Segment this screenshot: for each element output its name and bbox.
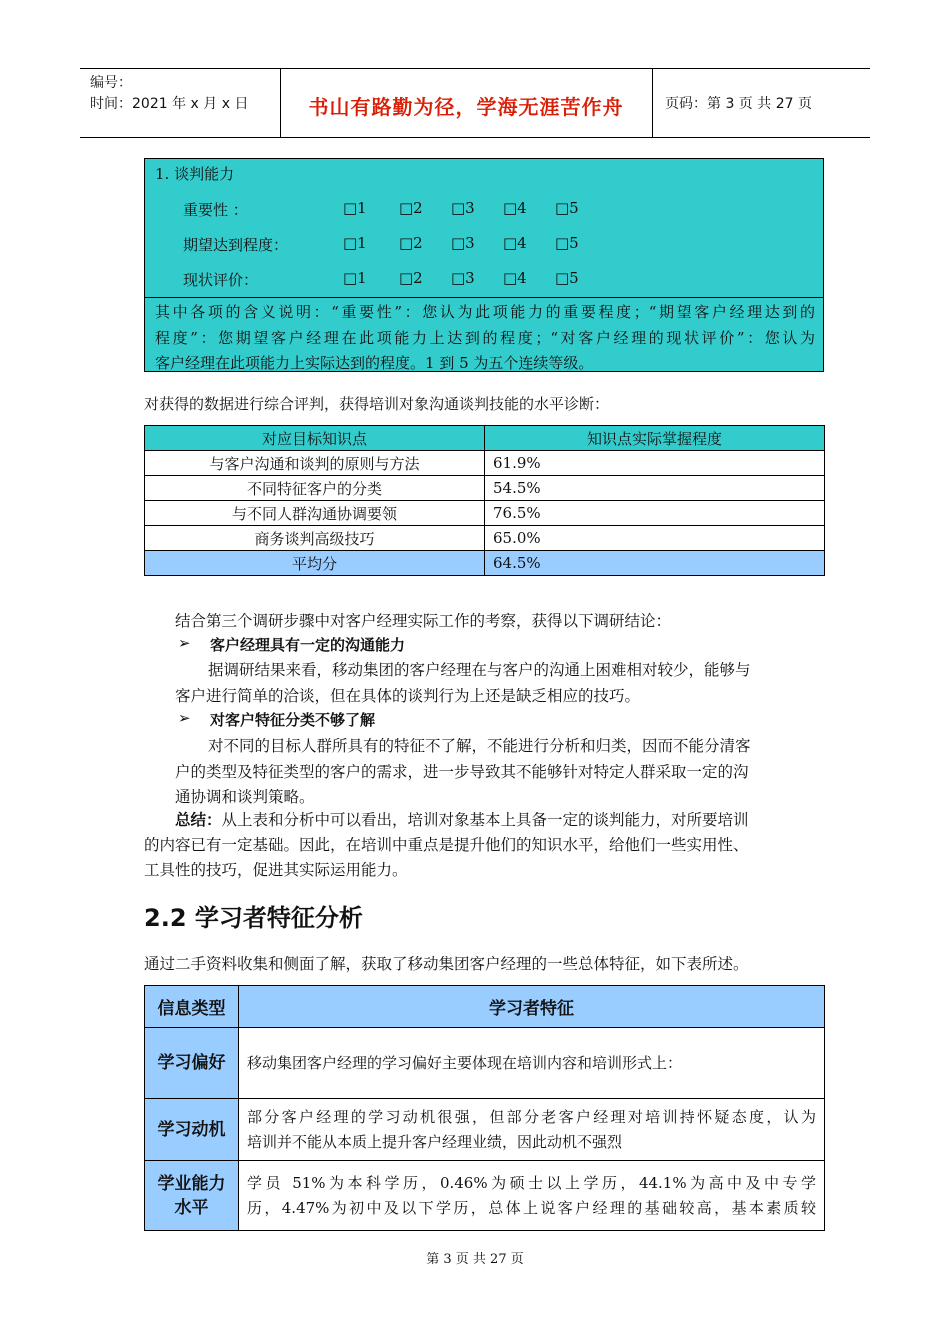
- conclusion-text: 客户进行简单的洽谈，但在具体的谈判行为上还是缺乏相应的技巧。: [175, 687, 641, 705]
- rating-row-label: 期望达到程度：: [183, 236, 289, 254]
- checkbox-option[interactable]: □1: [343, 199, 367, 217]
- checkbox-option[interactable]: □3: [451, 269, 475, 287]
- checkbox-option[interactable]: □1: [343, 234, 367, 252]
- note-line: 程度”：您期望客户经理在此项能力上达到的程度；“对客户经理的现状评价”：您认为: [155, 328, 815, 347]
- feature-line: 历，4.47%为初中及以下学历，总体上说客户经理的基础较高，基本素质较: [247, 1198, 816, 1217]
- summary-text: 的内容已有一定基础。因此，在培训中重点是提升他们的知识水平，给他们一些实用性、: [144, 836, 749, 854]
- doc-number-label: 编号：: [90, 75, 132, 91]
- mastery-value: 76.5%: [485, 501, 825, 526]
- conclusion-text: 对不同的目标人群所具有的特征不了解，不能进行分析和归类，因而不能分清客: [208, 737, 751, 755]
- learner-feature: 移动集团客户经理的学习偏好主要体现在培训内容和培训形式上：: [239, 1028, 825, 1099]
- checkbox-option[interactable]: □5: [555, 269, 579, 287]
- mastery-value: 65.0%: [485, 526, 825, 551]
- checkbox-option[interactable]: □5: [555, 234, 579, 252]
- header-divider: [652, 69, 653, 137]
- note-line: 其中各项的含义说明：“重要性”：您认为此项能力的重要程度；“期望客户经理达到的: [155, 303, 815, 321]
- section-intro: 通过二手资料收集和侧面了解，获取了移动集团客户经理的一些总体特征，如下表所述。: [144, 955, 749, 973]
- info-type: [145, 1161, 239, 1231]
- checkbox-option[interactable]: □4: [503, 234, 527, 252]
- note-line: 客户经理在此项能力上实际达到的程度。1 到 5 为五个连续等级。: [155, 354, 594, 372]
- rating-row-label: 现状评价：: [183, 271, 259, 289]
- knowledge-item: 商务谈判高级技巧: [145, 526, 485, 551]
- mastery-value: 54.5%: [485, 476, 825, 501]
- survey-title: 1. 谈判能力: [155, 165, 235, 183]
- checkbox-option[interactable]: □2: [399, 269, 423, 287]
- table-row: [145, 1161, 825, 1231]
- average-label: 平均分: [145, 551, 485, 576]
- checkbox-option[interactable]: □4: [503, 269, 527, 287]
- survey-box: [144, 158, 824, 372]
- learner-feature: [239, 1099, 825, 1161]
- knowledge-item: 与不同人群沟通协调要领: [145, 501, 485, 526]
- checkbox-option[interactable]: □2: [399, 199, 423, 217]
- learner-feature: [239, 1161, 825, 1231]
- conclusion-text: 通协调和谈判策略。: [175, 788, 315, 806]
- table-row: [145, 526, 825, 551]
- checkbox-option[interactable]: □3: [451, 234, 475, 252]
- summary-text: 从上表和分析中可以看出，培训对象基本上具备一定的谈判能力，对所要培训: [221, 811, 749, 829]
- knowledge-table: [144, 425, 825, 576]
- summary-line: [175, 808, 749, 830]
- table-row: [145, 451, 825, 476]
- page-indicator: 页码：第 3 页 共 27 页: [665, 96, 812, 112]
- table-row: [145, 501, 825, 526]
- table-header-row: [145, 426, 825, 451]
- conclusion-point-title: 对客户特征分类不够了解: [210, 711, 376, 729]
- survey-divider: [145, 297, 823, 298]
- column-header: 信息类型: [145, 986, 239, 1028]
- section-heading: 2.2 学习者特征分析: [144, 904, 363, 932]
- page-footer: 第 3 页 共 27 页: [426, 1252, 524, 1267]
- average-row: [145, 551, 825, 576]
- info-type-line: 水平: [174, 1197, 209, 1218]
- average-value: 64.5%: [485, 551, 825, 576]
- diagnosis-intro: 对获得的数据进行综合评判，获得培训对象沟通谈判技能的水平诊断：: [144, 395, 610, 413]
- column-header: 学习者特征: [239, 986, 825, 1028]
- info-type: 学习动机: [145, 1099, 239, 1161]
- checkbox-option[interactable]: □4: [503, 199, 527, 217]
- column-header: 知识点实际掌握程度: [485, 426, 825, 451]
- survey-note: [155, 300, 815, 377]
- table-header-row: [145, 986, 825, 1028]
- conclusion-text: 户的类型及特征类型的客户的需求，进一步导致其不能够针对特定人群采取一定的沟: [175, 763, 749, 781]
- table-row: [145, 1099, 825, 1161]
- checkbox-option[interactable]: □2: [399, 234, 423, 252]
- checkbox-option[interactable]: □3: [451, 199, 475, 217]
- checkbox-option[interactable]: □5: [555, 199, 579, 217]
- learner-table: [144, 985, 825, 1231]
- feature-line: 学员 51%为本科学历，0.46%为硕士以上学历，44.1%为高中及中专学: [247, 1173, 816, 1192]
- conclusion-point-title: 客户经理具有一定的沟通能力: [210, 636, 406, 654]
- table-row: [145, 1028, 825, 1099]
- knowledge-item: 不同特征客户的分类: [145, 476, 485, 501]
- info-type-line: 学业能力: [157, 1173, 226, 1194]
- summary-text: 工具性的技巧，促进其实际运用能力。: [144, 861, 408, 879]
- arrow-bullet-icon: ➢: [178, 634, 191, 652]
- arrow-bullet-icon: ➢: [178, 709, 191, 727]
- doc-date-label: 时间：2021 年 x 月 x 日: [90, 96, 249, 112]
- column-header: 对应目标知识点: [145, 426, 485, 451]
- info-type: 学习偏好: [145, 1028, 239, 1099]
- page-header: [80, 68, 870, 138]
- conclusion-text: 据调研结果来看，移动集团的客户经理在与客户的沟通上困难相对较少，能够与: [208, 661, 751, 679]
- rating-row-label: 重要性 ：: [183, 201, 248, 219]
- feature-line: 部分客户经理的学习动机很强，但部分老客户经理对培训持怀疑态度，认为: [247, 1107, 816, 1126]
- summary-label: 总结：: [175, 811, 222, 829]
- checkbox-option[interactable]: □1: [343, 269, 367, 287]
- feature-line: 培训并不能从本质上提升客户经理业绩，因此动机不强烈: [247, 1132, 623, 1151]
- knowledge-item: 与客户沟通和谈判的原则与方法: [145, 451, 485, 476]
- header-motto: 书山有路勤为径，学海无涯苦作舟: [308, 95, 624, 119]
- table-row: [145, 476, 825, 501]
- mastery-value: 61.9%: [485, 451, 825, 476]
- conclusions-intro: 结合第三个调研步骤中对客户经理实际工作的考察，获得以下调研结论：: [175, 612, 672, 630]
